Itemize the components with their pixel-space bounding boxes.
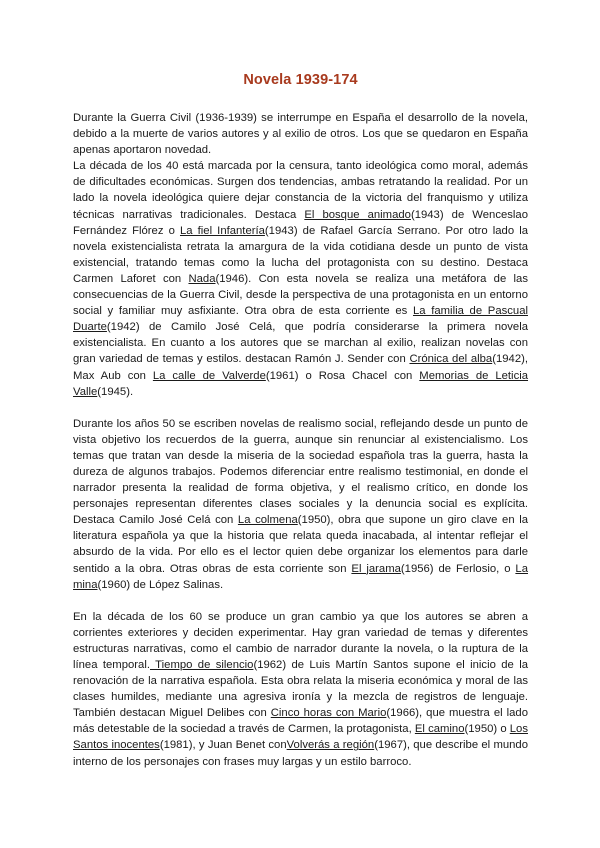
- text: (1942), Max Aub con: [73, 353, 528, 382]
- paragraph-spacer: [73, 400, 528, 416]
- work-link-cinco-horas-con-mario[interactable]: Cinco horas con Mario: [270, 707, 387, 720]
- text: (1942) de Camilo José Celá, que podría considerarse la primera novela existencialista. En cuanto a los autores que se marchan al exilio, realizan novelas con gran variedad de temas y estilos. destacan Ramón J. Sender con: [73, 321, 528, 366]
- work-link-la-familia-de-pascual-duarte[interactable]: La familia de Pascual Duarte: [73, 305, 528, 334]
- text: (1960) de López Salinas.: [97, 578, 224, 591]
- text: (1981), y Juan Benet con: [159, 739, 287, 752]
- text: (1956) de Ferlosio, o: [400, 562, 516, 575]
- work-link-volveras-a-region[interactable]: Volverás a región: [286, 739, 375, 752]
- work-link-la-mina[interactable]: La mina: [73, 562, 528, 591]
- text: (1943) de Wenceslao Fernández Flórez o: [73, 208, 528, 237]
- text: (1946). Con esta novela se realiza una metáfora de las consecuencias de la Guerra Civil, desde la perspectiva de una protagonista en un entorno social y familiar muy asfixiante. Otra obra de esta corriente es: [73, 272, 528, 318]
- work-link-tiempo-de-silencio[interactable]: Tiempo de silencio: [149, 659, 254, 671]
- work-link-el-jarama[interactable]: El jarama: [351, 562, 401, 575]
- text: (1945).: [97, 385, 134, 398]
- text: Durante la Guerra Civil (1936-1939) se interrumpe en España el desarrollo de la novela, debido a la muerte de varios autores y al exilio de otros. Los que se quedaron en España apenas aportaron novedad.: [73, 112, 528, 157]
- text: (1950) o: [464, 723, 510, 736]
- text: (1943) de Rafael García Serrano. Por otro lado la novela existencialista retrata la amargura de la vida cotidiana desde un punto de vista existencial, tratando temas como la lucha del protagonista con su destino. Destaca Carmen Laforet con: [73, 224, 529, 285]
- text: La década de los 40 está marcada por la censura, tanto ideológica como moral, además de dificultades económicas. Surgen dos tendencias, ambas retratando la realidad. Por un lado la novela ideológica quiere dejar constancia de la victoria del franquismo y utiliza técnicas narrativas tradicionales. Destaca: [73, 160, 528, 221]
- work-link-el-camino[interactable]: El camino: [414, 723, 465, 736]
- text: (1962) de Luis Martín Santos supone el inicio de la renovación de la narrativa española. Esta obra relata la miseria económica y moral de las clases humildes, mediante una agresiva ironía y la mezcla de registros de lenguaje. También destacan Miguel Delibes con: [73, 659, 529, 720]
- text: (1967), que describe el mundo interno de los personajes con frases muy largas y un estilo barroco.: [73, 739, 529, 768]
- work-link-nada[interactable]: Nada: [188, 272, 216, 285]
- paragraph-civil-war: [73, 110, 528, 158]
- paragraph-spacer: [73, 593, 528, 609]
- work-link-la-colmena[interactable]: La colmena: [237, 514, 298, 527]
- paragraph-decade-40s: [73, 158, 528, 399]
- work-link-el-bosque-animado[interactable]: El bosque animado: [304, 208, 411, 221]
- work-link-cronica-del-alba[interactable]: Crónica del alba: [409, 353, 493, 366]
- work-link-la-fiel-infanteria[interactable]: La fiel Infantería: [179, 224, 265, 237]
- text: En la década de los 60 se produce un gran cambio ya que los autores se abren a corrientes exteriores y deciden experimentar. Hay gran variedad de temas y diferentes estructuras narrativas, como el cambio de narrador durante la novela, o la ruptura de la línea temporal.: [73, 610, 528, 671]
- text: Durante los años 50 se escriben novelas de realismo social, reflejando desde un punto de vista objetivo los recuerdos de la guerra, aunque sin renunciar al existencialismo. Los temas que tratan van desde la miseria de la sociedad española tras la guerra, hasta la dureza de algunos trabajos. Podemos diferenciar entre realismo testimonial, en donde el narrador presenta la realidad de forma objetiva, y el realismo crítico, en donde los personajes representan diferentes clases sociales y la denuncia social es explícita. Destaca Camilo José Celá con: [73, 417, 528, 527]
- paragraph-decade-50s: [73, 416, 528, 593]
- text: (1961) o Rosa Chacel con: [265, 369, 420, 382]
- work-link-memorias-de-leticia-valle[interactable]: Memorias de Leticia Valle: [73, 369, 529, 398]
- work-link-los-santos-inocentes[interactable]: Los Santos inocentes: [73, 723, 528, 752]
- text: (1966), que muestra el lado más detestable de la sociedad a través de Carmen, la protagonista,: [73, 707, 528, 736]
- text: (1950), obra que supone un giro clave en la literatura española ya que la historia que relata queda inacabada, al intentar reflejar el absurdo de la vida. Por ello es el lector quien debe organizar los elementos para darle sentido a la obra. Otras obras de esta corriente son: [73, 514, 529, 575]
- page-title: Novela 1939-174: [243, 72, 358, 88]
- work-link-la-calle-de-valverde[interactable]: La calle de Valverde: [152, 369, 266, 382]
- paragraph-decade-60s: [73, 609, 528, 770]
